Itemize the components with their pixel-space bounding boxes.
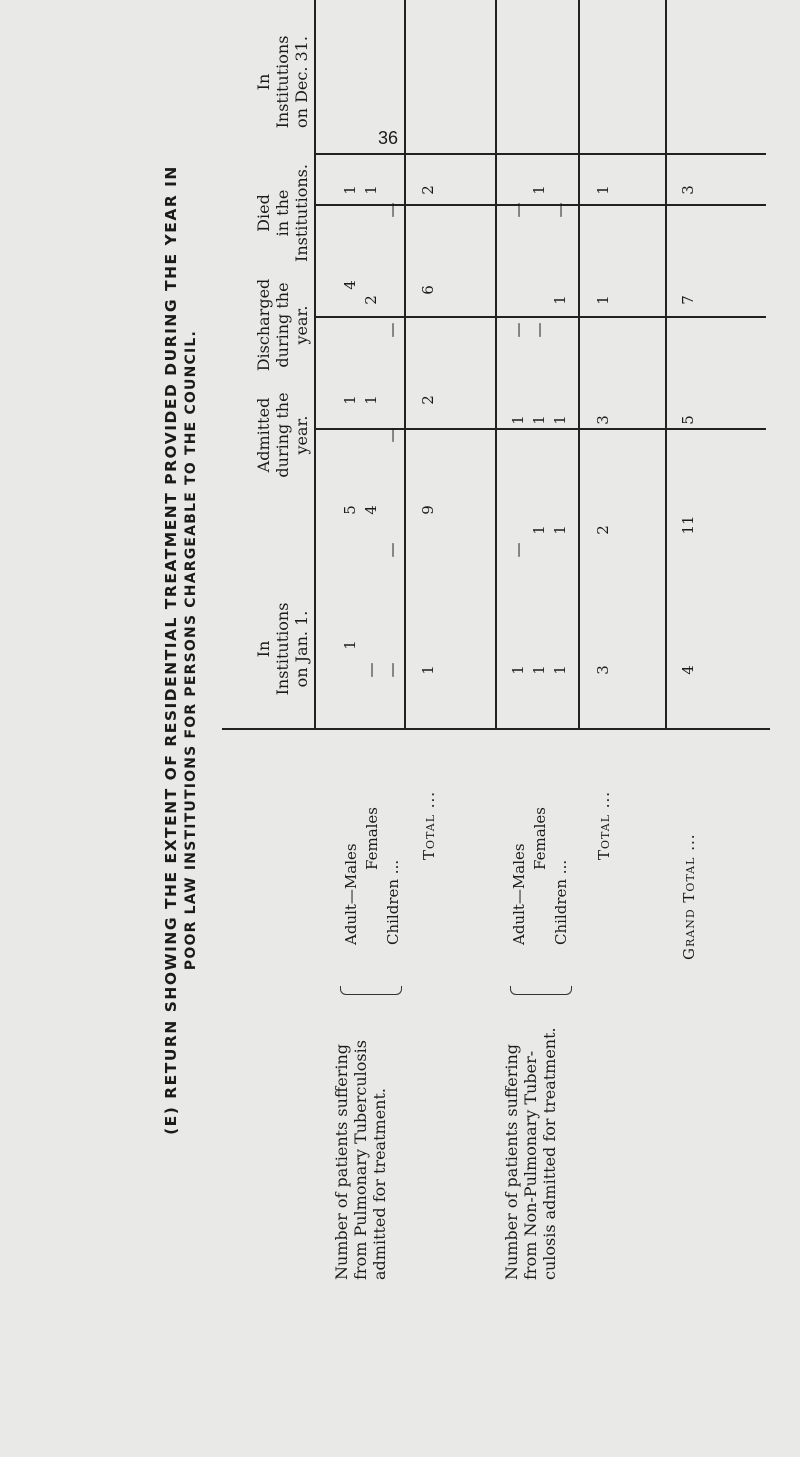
nonpulm-males-discharged: 1 xyxy=(509,415,527,425)
nonpulm-males-dec: — xyxy=(509,202,527,218)
pulmonary-row-children-label: Children ... xyxy=(384,859,402,945)
pulm-females-died: 2 xyxy=(362,295,380,305)
grand-total-label: Grand Total ... xyxy=(680,833,698,960)
pulm-females-discharged: 1 xyxy=(362,395,380,405)
pulm-total-dec: 2 xyxy=(419,185,437,195)
nonpulmonary-row-females-label: Females xyxy=(531,806,549,870)
grand-total-jan: 4 xyxy=(679,665,697,675)
nonpulm-males-admitted: — xyxy=(509,542,527,558)
nonpulmonary-total-label: Total ... xyxy=(595,790,613,860)
pulm-total-jan: 1 xyxy=(419,665,437,675)
header-discharged: Discharged during the year. xyxy=(254,278,311,372)
nonpulm-children-jan: 1 xyxy=(551,665,569,675)
pulmonary-description: Number of patients suffering from Pulmonary Tuberculosis admitted for treatment. xyxy=(332,1040,389,1280)
grand-total-died: 7 xyxy=(679,295,697,305)
nonpulm-females-discharged: 1 xyxy=(530,415,548,425)
grand-total-dec: 3 xyxy=(679,185,697,195)
nonpulmonary-row-children-label: Children ... xyxy=(552,859,570,945)
grand-total-admitted: 11 xyxy=(679,515,697,535)
nonpulm-females-dec: 1 xyxy=(530,185,548,195)
nonpulm-total-admitted: 2 xyxy=(594,525,612,535)
pulm-total-admitted: 9 xyxy=(419,505,437,515)
pulm-children-jan: — xyxy=(383,662,401,678)
grand-total-discharged: 5 xyxy=(679,415,697,425)
nonpulm-females-admitted: 1 xyxy=(530,525,548,535)
nonpulm-children-discharged: 1 xyxy=(551,415,569,425)
pulm-children-discharged: — xyxy=(383,427,401,443)
nonpulmonary-row-males-label: Adult—Males xyxy=(510,843,528,945)
pulm-children-dec: — xyxy=(383,202,401,218)
header-admitted: Admitted during the year. xyxy=(254,392,311,478)
pulm-females-jan: — xyxy=(362,662,380,678)
rule-nonpulmonary-total xyxy=(314,153,766,155)
rule-col-discharged xyxy=(495,0,497,730)
header-jan: In Institutions on Jan. 1. xyxy=(254,602,311,696)
header-died: Died in the Institutions. xyxy=(254,164,311,262)
nonpulm-females-jan: 1 xyxy=(530,665,548,675)
rotated-table-page xyxy=(130,0,770,1300)
rule-col-admitted xyxy=(404,0,406,730)
page-number: 36 xyxy=(378,128,399,148)
header-dec: In Institutions on Dec. 31. xyxy=(254,35,311,129)
nonpulm-total-jan: 3 xyxy=(594,665,612,675)
nonpulm-children-dec: — xyxy=(551,202,569,218)
pulmonary-brace xyxy=(340,986,402,995)
pulm-total-discharged: 2 xyxy=(419,395,437,405)
nonpulm-total-discharged: 3 xyxy=(594,415,612,425)
nonpulm-children-died: 1 xyxy=(551,295,569,305)
rule-col-jan xyxy=(314,0,316,730)
pulm-children-admitted: — xyxy=(383,542,401,558)
pulm-males-dec: 1 xyxy=(341,185,359,195)
rule-col-died xyxy=(578,0,580,730)
nonpulm-children-admitted: 1 xyxy=(551,525,569,535)
nonpulm-total-dec: 1 xyxy=(594,185,612,195)
nonpulm-females-died: — xyxy=(530,322,548,338)
pulm-total-died: 6 xyxy=(419,285,437,295)
pulm-males-died: 4 xyxy=(341,280,359,290)
table-subtitle: POOR LAW INSTITUTIONS FOR PERSONS CHARGEABLE TO THE COUNCIL. xyxy=(183,329,199,971)
rule-nonpulmonary-rows xyxy=(314,204,766,206)
nonpulmonary-brace xyxy=(510,986,572,995)
pulmonary-row-males-label: Adult—Males xyxy=(342,843,360,945)
nonpulm-males-jan: 1 xyxy=(509,665,527,675)
pulm-males-jan: 1 xyxy=(341,640,359,650)
pulmonary-row-females-label: Females xyxy=(363,806,381,870)
pulm-children-died: — xyxy=(383,322,401,338)
pulm-males-admitted: 5 xyxy=(341,505,359,515)
pulmonary-total-label: Total ... xyxy=(420,790,438,860)
pulm-males-discharged: 1 xyxy=(341,395,359,405)
nonpulmonary-description: Number of patients suffering from Non-Pulmonary Tuber- culosis admitted for treatment. xyxy=(502,1027,559,1280)
pulm-females-admitted: 4 xyxy=(362,505,380,515)
nonpulm-males-died: — xyxy=(509,322,527,338)
rule-pulmonary-total xyxy=(314,316,766,318)
nonpulm-total-died: 1 xyxy=(594,295,612,305)
rule-col-dec xyxy=(665,0,667,730)
table-title: (E) RETURN SHOWING THE EXTENT OF RESIDENTIAL TREATMENT PROVIDED DURING THE YEAR IN xyxy=(162,165,180,1135)
pulm-females-dec: 1 xyxy=(362,185,380,195)
